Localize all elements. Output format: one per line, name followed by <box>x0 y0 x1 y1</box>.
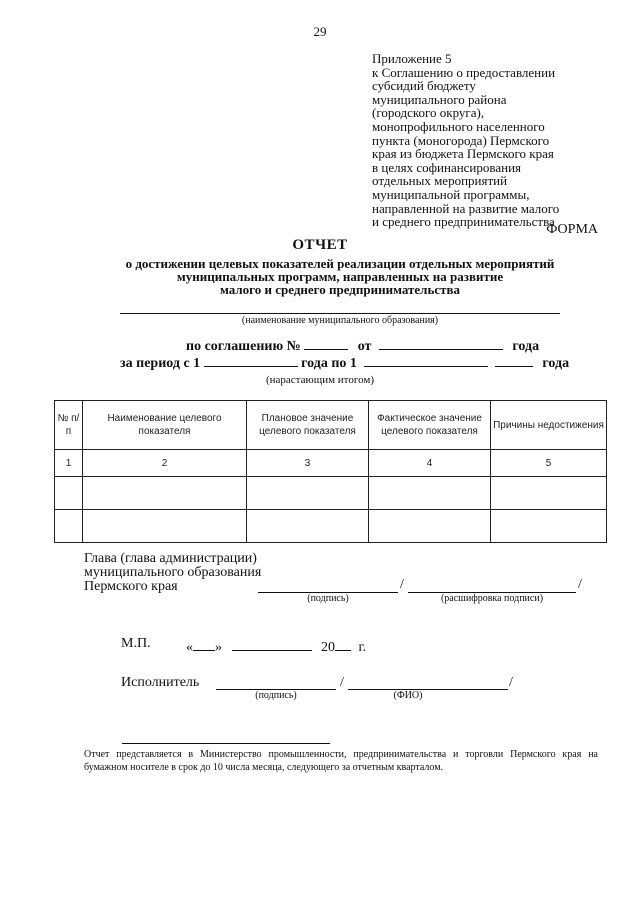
footnote-divider <box>122 743 330 744</box>
table-header-row <box>55 401 607 450</box>
period-line <box>120 353 569 372</box>
subtitle-line: малого и среднего предпринимательства <box>219 282 461 297</box>
table-cell[interactable] <box>83 477 247 510</box>
period-middle-label: года по 1 <box>301 356 357 371</box>
report-table <box>54 400 607 543</box>
appendix-line: пункта (моногорода) Пермского <box>372 132 550 148</box>
municipality-name-field[interactable] <box>120 313 560 314</box>
table-cell[interactable] <box>55 477 83 510</box>
period-end-field-extra[interactable] <box>495 353 533 367</box>
appendix-line: к Соглашению о предоставлении <box>372 64 556 80</box>
head-title-line: муниципального образования <box>84 565 262 580</box>
table-cell[interactable] <box>247 510 369 543</box>
table-cell[interactable] <box>55 510 83 543</box>
header-number: № п/п <box>55 401 83 450</box>
header-actual-value: Фактическое значение целевого показателя <box>369 401 491 450</box>
day-field[interactable] <box>193 637 215 651</box>
appendix-line: края из бюджета Пермского края <box>372 146 554 162</box>
appendix-line: направленной на развитие малого <box>372 200 560 216</box>
slash-separator: / <box>509 675 513 690</box>
head-decoding-caption: (расшифровка подписи) <box>440 593 544 604</box>
table-cell[interactable] <box>369 477 491 510</box>
table-row <box>55 510 607 543</box>
appendix-line: муниципальной программы, <box>372 186 530 202</box>
period-start-field[interactable] <box>204 353 298 367</box>
quote-open: « <box>186 640 193 655</box>
agreement-year-label: года <box>512 339 540 354</box>
table-row <box>55 450 607 477</box>
table-cell[interactable] <box>369 510 491 543</box>
agreement-date-field[interactable] <box>379 336 503 350</box>
table-cell[interactable] <box>491 510 607 543</box>
head-signature-title <box>84 552 261 594</box>
executor-signature-caption: (подпись) <box>255 690 297 701</box>
header-indicator-name: Наименование целевого показателя <box>83 401 247 450</box>
subtitle-line: муниципальных программ, направленных на развитие <box>176 269 504 284</box>
year-suffix: г. <box>358 640 367 655</box>
table-cell[interactable] <box>247 477 369 510</box>
column-number: 4 <box>369 450 491 477</box>
subtitle-line: о достижении целевых показателей реализации отдельных мероприятий <box>125 256 555 271</box>
month-field[interactable] <box>232 637 312 651</box>
agreement-prefix: по соглашению № <box>186 339 301 354</box>
quote-close: » <box>215 640 222 655</box>
slash-separator: / <box>340 675 344 690</box>
appendix-line: муниципального района <box>372 91 507 107</box>
header-planned-value: Плановое значение целевого показателя <box>247 401 369 450</box>
head-title-line: Глава (глава администрации) <box>84 551 257 566</box>
year-field[interactable] <box>335 637 351 651</box>
slash-separator: / <box>400 577 404 592</box>
year-prefix: 20 <box>321 640 335 655</box>
column-number: 5 <box>491 450 607 477</box>
footnote-text: Отчет представляется в Министерство промышленности, предпринимательства и торговли Пермского края на бумажном носителе в срок до 10 числа месяца, следующего за отчетным кварталом. <box>84 749 598 773</box>
agreement-from-label: от <box>357 339 372 354</box>
cumulative-caption: (нарастающим итогом) <box>265 374 374 386</box>
appendix-note <box>372 52 612 229</box>
head-signature-caption: (подпись) <box>307 593 349 604</box>
header-reasons: Причины недостижения <box>491 401 607 450</box>
appendix-line: и среднего предпринимательства <box>372 214 555 230</box>
column-number: 1 <box>55 450 83 477</box>
slash-separator: / <box>578 577 582 592</box>
column-number: 3 <box>247 450 369 477</box>
appendix-line: субсидий бюджету <box>372 78 476 94</box>
period-end-field[interactable] <box>364 353 488 367</box>
table-cell[interactable] <box>83 510 247 543</box>
column-number: 2 <box>83 450 247 477</box>
form-label: ФОРМА <box>546 222 598 237</box>
date-line <box>186 637 366 655</box>
table-cell[interactable] <box>491 477 607 510</box>
appendix-line: в целях софинансирования <box>372 159 522 175</box>
document-title: ОТЧЕТ <box>292 237 348 253</box>
executor-name-caption: (ФИО) <box>393 690 423 701</box>
agreement-number-field[interactable] <box>304 336 348 350</box>
municipality-caption: (наименование муниципального образования) <box>241 315 439 326</box>
stamp-label: М.П. <box>121 636 151 651</box>
executor-label: Исполнитель <box>121 675 200 690</box>
head-title-line: Пермского края <box>84 579 178 594</box>
appendix-line: (городского округа), <box>372 105 485 121</box>
appendix-line: монопрофильного населенного <box>372 118 545 134</box>
table-row <box>55 477 607 510</box>
document-subtitle <box>60 257 620 296</box>
period-year-label: года <box>542 356 570 371</box>
page-number: 29 <box>313 24 327 39</box>
appendix-line: Приложение 5 <box>372 51 452 66</box>
period-prefix: за период с 1 <box>120 356 201 371</box>
appendix-line: отдельных мероприятий <box>372 173 508 189</box>
